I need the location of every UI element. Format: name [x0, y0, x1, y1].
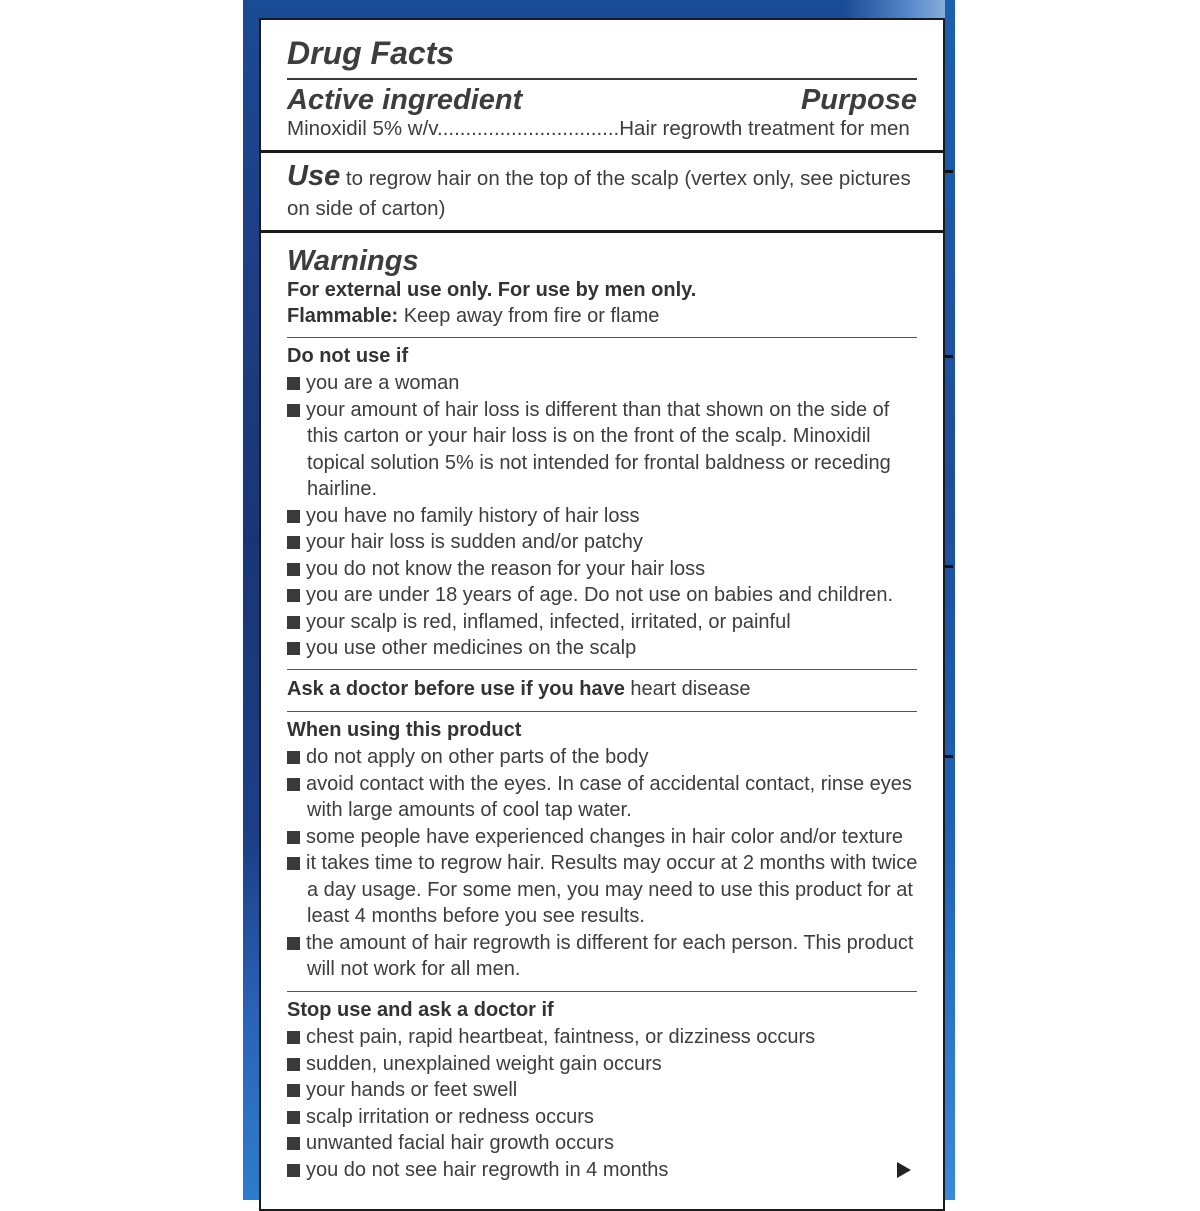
- list-item: your scalp is red, inflamed, infected, irritated, or painful: [287, 609, 923, 636]
- do-not-use-heading: Do not use if: [287, 345, 409, 367]
- square-bullet-icon: [287, 536, 300, 549]
- list-item: some people have experienced changes in hair color and/or texture: [287, 824, 923, 851]
- edge-tick: [945, 565, 953, 568]
- list-item: your amount of hair loss is different than that shown on the side of this carton or your hair loss is on the front of the scalp. Minoxidil topical solution 5% is not intended for frontal baldness or receding hairline.: [287, 397, 923, 503]
- external-use-line: For external use only. For use by men only.: [287, 279, 697, 301]
- square-bullet-icon: [287, 937, 300, 950]
- list-item: chest pain, rapid heartbeat, faintness, or dizziness occurs: [287, 1024, 923, 1051]
- square-bullet-icon: [287, 510, 300, 523]
- list-item: you are a woman: [287, 370, 923, 397]
- flammable-line: [287, 303, 659, 330]
- header-rule: [287, 78, 917, 80]
- list-item: you do not know the reason for your hair loss: [287, 556, 923, 583]
- square-bullet-icon: [287, 1164, 300, 1177]
- list-item: your hands or feet swell: [287, 1077, 923, 1104]
- square-bullet-icon: [287, 642, 300, 655]
- do-not-use-list: [287, 370, 923, 662]
- ask-doctor-text: heart disease: [624, 678, 751, 700]
- use-box: [259, 151, 945, 232]
- list-item: you use other medicines on the scalp: [287, 635, 923, 662]
- purpose-heading: Purpose: [800, 84, 917, 116]
- list-item: avoid contact with the eyes. In case of accidental contact, rinse eyes with large amounts of cool tap water.: [287, 771, 923, 824]
- square-bullet-icon: [287, 778, 300, 791]
- use-text-1: to regrow hair on the top of the scalp (vertex only, see pictures: [340, 167, 911, 190]
- square-bullet-icon: [287, 751, 300, 764]
- when-using-list: [287, 744, 923, 983]
- when-using-heading: When using this product: [287, 719, 522, 741]
- flammable-label: Flammable:: [287, 305, 399, 327]
- square-bullet-icon: [287, 589, 300, 602]
- list-item: sudden, unexplained weight gain occurs: [287, 1051, 923, 1078]
- drug-facts-title: Drug Facts: [287, 35, 455, 71]
- square-bullet-icon: [287, 616, 300, 629]
- use-heading: Use: [287, 160, 341, 192]
- list-item: do not apply on other parts of the body: [287, 744, 923, 771]
- warnings-heading: Warnings: [287, 245, 419, 277]
- active-ingredient-line: Minoxidil 5% w/v................................Hair regrowth treatment for men: [287, 117, 910, 140]
- ask-doctor-label: Ask a doctor before use if you have: [287, 678, 625, 700]
- square-bullet-icon: [287, 563, 300, 576]
- warnings-box: [259, 231, 945, 1211]
- square-bullet-icon: [287, 1111, 300, 1124]
- list-item: scalp irritation or redness occurs: [287, 1104, 923, 1131]
- carton-side-edge: [945, 0, 955, 1200]
- list-item: it takes time to regrow hair. Results may occur at 2 months with twice a day usage. For some men, you may need to use this product for at least 4 months before you see results.: [287, 850, 923, 930]
- square-bullet-icon: [287, 377, 300, 390]
- section-rule: [287, 337, 917, 338]
- edge-tick: [945, 170, 953, 173]
- square-bullet-icon: [287, 1031, 300, 1044]
- edge-tick: [945, 755, 953, 758]
- square-bullet-icon: [287, 1058, 300, 1071]
- section-rule: [287, 711, 917, 712]
- list-item: your hair loss is sudden and/or patchy: [287, 529, 923, 556]
- square-bullet-icon: [287, 831, 300, 844]
- list-item: you have no family history of hair loss: [287, 503, 923, 530]
- drug-facts-header-box: [259, 18, 945, 152]
- list-item: you are under 18 years of age. Do not use on babies and children.: [287, 582, 923, 609]
- list-item: the amount of hair regrowth is different for each person. This product will not work for all men.: [287, 930, 923, 983]
- edge-tick: [945, 355, 953, 358]
- square-bullet-icon: [287, 404, 300, 417]
- list-item: you do not see hair regrowth in 4 months: [287, 1157, 923, 1184]
- stop-use-heading: Stop use and ask a doctor if: [287, 999, 554, 1021]
- ask-doctor-line: [287, 676, 751, 703]
- stop-use-list: [287, 1024, 923, 1183]
- square-bullet-icon: [287, 857, 300, 870]
- square-bullet-icon: [287, 1137, 300, 1150]
- active-ingredient-heading: Active ingredient: [287, 84, 523, 116]
- continue-arrow-icon: [897, 1162, 911, 1178]
- section-rule: [287, 669, 917, 670]
- square-bullet-icon: [287, 1084, 300, 1097]
- list-item: unwanted facial hair growth occurs: [287, 1130, 923, 1157]
- flammable-text: Keep away from fire or flame: [398, 305, 660, 327]
- use-line-1: [287, 160, 911, 193]
- use-line-2: on side of carton): [287, 197, 446, 220]
- section-rule: [287, 991, 917, 992]
